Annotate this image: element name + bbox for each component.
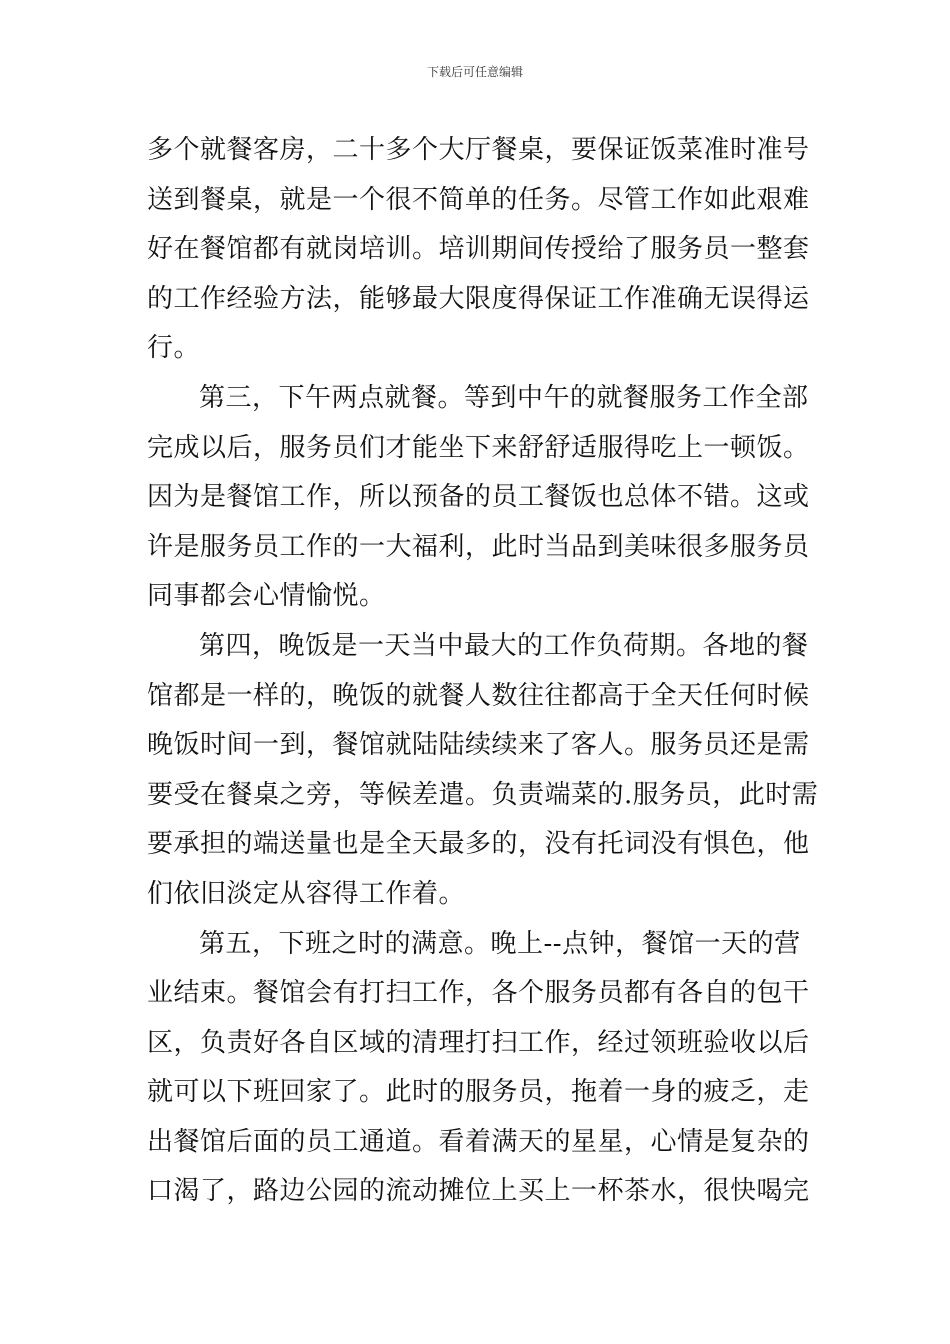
text-line: 要受在餐桌之旁，等候差遣。负责端菜的.服务员，此时需 <box>147 779 819 810</box>
paragraph <box>147 920 810 1218</box>
text-line: 要承担的端送量也是全天最多的，没有托词没有惧色，他 <box>147 829 810 860</box>
paragraph <box>147 374 810 622</box>
text-line: 馆都是一样的，晚饭的就餐人数往往都高于全天任何时候 <box>147 680 810 711</box>
document-body <box>147 126 819 1217</box>
text-line: 同事都会心情愉悦。 <box>147 581 386 612</box>
text-line: 多个就餐客房，二十多个大厅餐桌，要保证饭菜准时准号 <box>147 135 810 165</box>
text-line: 的工作经验方法，能够最大限度得保证工作准确无误得运 <box>147 283 810 314</box>
text-line: 好在餐馆都有就岗培训。培训期间传授给了服务员一整套 <box>147 234 810 265</box>
text-line: 第三，下午两点就餐。等到中午的就餐服务工作全部 <box>199 382 809 413</box>
text-line: 业结束。餐馆会有打扫工作，各个服务员都有各自的包干 <box>147 978 810 1009</box>
text-line: 因为是餐馆工作，所以预备的员工餐饭也总体不错。这或 <box>147 482 810 513</box>
text-line: 许是服务员工作的一大福利，此时当品到美味很多服务员 <box>147 531 810 562</box>
text-line: 行。 <box>147 333 201 364</box>
text-line: 晚饭时间一到，餐馆就陆陆续续来了客人。服务员还是需 <box>147 730 810 761</box>
text-line: 第四，晚饭是一天当中最大的工作负荷期。各地的餐 <box>199 630 809 661</box>
page-header: 下载后可任意编辑 <box>426 65 523 79</box>
text-line: 区，负责好各自区域的清理打扫工作，经过领班验收以后 <box>147 1027 810 1058</box>
text-line: 完成以后，服务员们才能坐下来舒舒适服得吃上一顿饭。 <box>147 432 810 463</box>
paragraph <box>147 126 810 374</box>
text-line: 出餐馆后面的员工通道。看着满天的星星，心情是复杂的 <box>147 1126 810 1157</box>
text-line: 们依旧淡定从容得工作着。 <box>147 878 466 909</box>
text-line: 第五，下班之时的满意。晚上--点钟，餐馆一天的营 <box>199 928 801 959</box>
text-line: 就可以下班回家了。此时的服务员，拖着一身的疲乏，走 <box>147 1077 810 1108</box>
text-line: 口渴了，路边公园的流动摊位上买上一杯茶水，很快喝完 <box>147 1176 810 1207</box>
text-line: 送到餐桌，就是一个很不简单的任务。尽管工作如此艰难 <box>147 184 810 215</box>
paragraph <box>147 622 819 920</box>
